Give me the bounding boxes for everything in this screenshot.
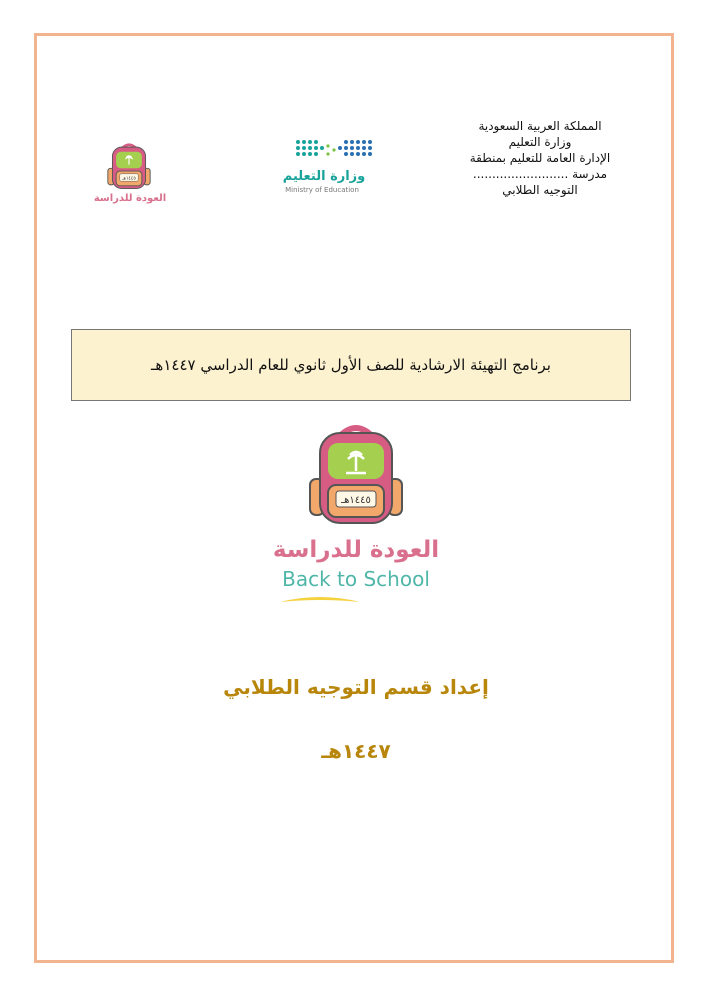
header-line-school: مدرسة ......................... xyxy=(472,167,608,181)
back-to-school-english: Back to School xyxy=(282,567,430,591)
ministry-logo-arabic: وزارة التعليم xyxy=(282,169,366,184)
banner-title: برنامج التهيئة الارشادية للصف الأول ثانوي للعام الدراسي ١٤٤٧هـ xyxy=(151,356,551,374)
back-to-school-arabic: العودة للدراسة xyxy=(272,537,440,563)
swoosh-decoration xyxy=(280,594,360,604)
prepared-by: إعداد قسم التوجيه الطلابي xyxy=(223,675,489,699)
backpack-badge: ١٤٤٥هـ xyxy=(341,495,371,506)
letterhead xyxy=(440,118,640,198)
program-banner xyxy=(71,329,631,401)
header-line-department: التوجيه الطلابي xyxy=(502,183,578,197)
year-label: ١٤٤٧هـ xyxy=(321,739,391,763)
small-backpack-logo xyxy=(106,141,152,191)
small-logo-caption: العودة للدراسة xyxy=(93,193,167,204)
header-line-country: المملكة العربية السعودية xyxy=(478,119,602,133)
backpack-logo xyxy=(306,421,406,527)
header-line-directorate: الإدارة العامة للتعليم بمنطقة xyxy=(469,151,611,165)
small-backpack-badge: ١٤٤٥هـ xyxy=(122,176,136,182)
header-line-ministry: وزارة التعليم xyxy=(508,135,572,149)
ministry-logo-english: Ministry of Education xyxy=(285,186,359,194)
